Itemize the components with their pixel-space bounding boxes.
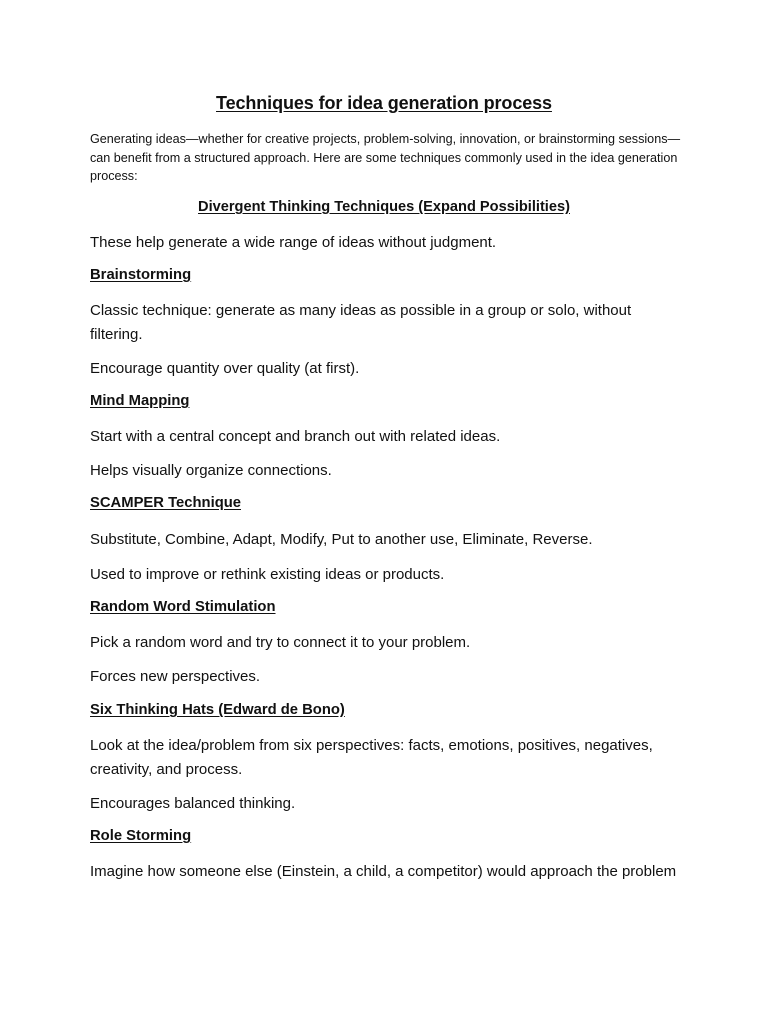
section-intro: These help generate a wide range of ideas without judgment.	[90, 234, 497, 251]
technique-text: Encourages balanced thinking.	[90, 795, 296, 812]
technique-text: Pick a random word and try to connect it to your problem.	[90, 634, 471, 651]
technique-heading-brainstorming: Brainstorming	[90, 267, 192, 283]
technique-text: Forces new perspectives.	[90, 668, 261, 685]
technique-heading-mind-mapping: Mind Mapping	[90, 393, 190, 409]
technique-text: Helps visually organize connections.	[90, 462, 332, 479]
technique-text: Substitute, Combine, Adapt, Modify, Put to another use, Eliminate, Reverse.	[90, 531, 593, 548]
technique-heading-random-word: Random Word Stimulation	[90, 599, 276, 615]
section-heading: Divergent Thinking Techniques (Expand Possibilities)	[198, 199, 570, 215]
technique-heading-role-storming: Role Storming	[90, 828, 192, 844]
technique-text: Start with a central concept and branch out with related ideas.	[90, 428, 501, 445]
technique-text: Classic technique: generate as many ideas as possible in a group or solo, without filtering.	[90, 302, 632, 343]
technique-text: Look at the idea/problem from six perspectives: facts, emotions, positives, negatives, creativity, and process.	[90, 737, 653, 778]
technique-heading-six-hats: Six Thinking Hats (Edward de Bono)	[90, 702, 345, 718]
intro-paragraph: Generating ideas—whether for creative projects, problem-solving, innovation, or brainstorming sessions—can benefit from a structured approach. Here are some techniques commonly used in the idea generation process:	[90, 132, 681, 183]
technique-text: Imagine how someone else (Einstein, a child, a competitor) would approach the problem	[90, 863, 677, 880]
technique-heading-scamper: SCAMPER Technique	[90, 495, 241, 511]
technique-text: Encourage quantity over quality (at first).	[90, 360, 360, 377]
document-title: Techniques for idea generation process	[216, 93, 552, 113]
technique-text: Used to improve or rethink existing ideas or products.	[90, 566, 445, 583]
